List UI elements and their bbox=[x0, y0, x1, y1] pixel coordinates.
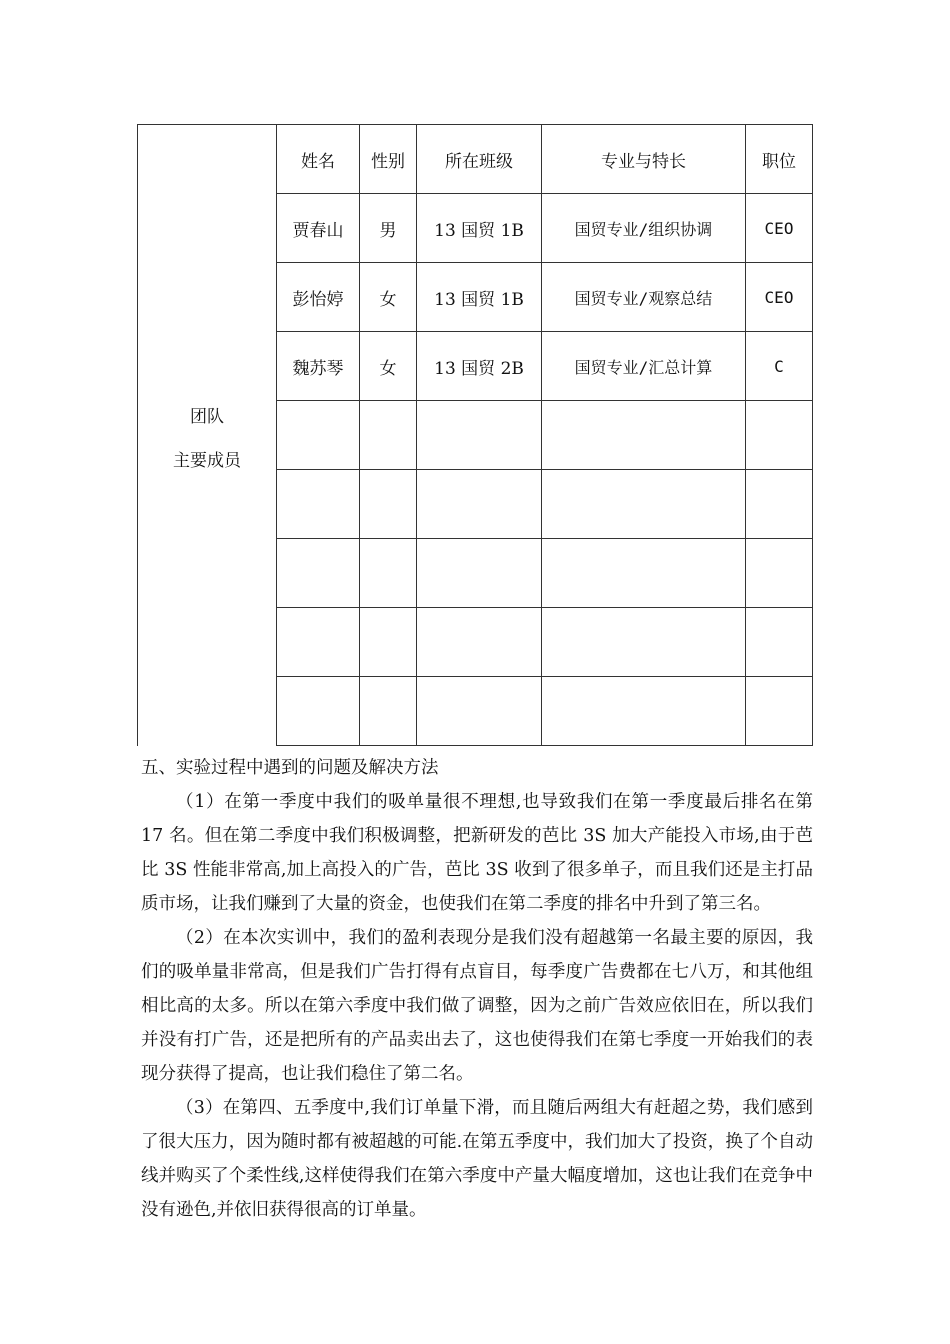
empty-cell bbox=[417, 608, 542, 677]
empty-cell bbox=[277, 608, 360, 677]
empty-cell bbox=[417, 470, 542, 539]
paragraph: （2）在本次实训中，我们的盈利表现分是我们没有超越第一名最主要的原因，我们的吸单量非常高，但是我们广告打得有点盲目，每季度广告费都在七八万，和其他组相比高的太多。所以在第六季度中我们做了调整，因为之前广告效应依旧在，所以我们并没有打广告，还是把所有的产品卖出去了，这也使得我们在第七季度一开始我们的表现分获得了提高，也让我们稳住了第二名。 bbox=[141, 928, 813, 1084]
empty-cell bbox=[360, 401, 417, 470]
member-name: 彭怡婷 bbox=[277, 263, 360, 332]
member-class: 13 国贸 2B bbox=[417, 332, 542, 401]
empty-cell bbox=[746, 608, 813, 677]
empty-cell bbox=[360, 608, 417, 677]
empty-cell bbox=[417, 539, 542, 608]
member-gender: 女 bbox=[360, 332, 417, 401]
empty-cell bbox=[542, 539, 746, 608]
member-specialty: 国贸专业/组织协调 bbox=[542, 194, 746, 263]
empty-cell bbox=[746, 539, 813, 608]
team-label-line2: 主要成员 bbox=[173, 451, 241, 472]
empty-cell bbox=[277, 401, 360, 470]
team-label-line1: 团队 bbox=[190, 407, 224, 428]
empty-cell bbox=[277, 470, 360, 539]
member-position: CEO bbox=[746, 263, 813, 332]
member-specialty: 国贸专业/汇总计算 bbox=[542, 332, 746, 401]
member-gender: 男 bbox=[360, 194, 417, 263]
member-position: C bbox=[746, 332, 813, 401]
paragraph: （1）在第一季度中我们的吸单量很不理想,也导致我们在第一季度最后排名在第 17 名。但在第二季度中我们积极调整，把新研发的芭比 3S 加大产能投入市场,由于芭比 3S 性能非常高,加上高投入的广告，芭比 3S 收到了很多单子，而且我们还是主打品质市场，让我们赚到了大量的资金，也使我们在第二季度的排名中升到了第三名。 bbox=[141, 792, 813, 914]
empty-cell bbox=[746, 401, 813, 470]
header-specialty: 专业与特长 bbox=[542, 125, 746, 194]
team-members-table bbox=[137, 124, 813, 746]
member-position: CEO bbox=[746, 194, 813, 263]
member-name: 贾春山 bbox=[277, 194, 360, 263]
header-class: 所在班级 bbox=[417, 125, 542, 194]
header-name: 姓名 bbox=[277, 125, 360, 194]
empty-cell bbox=[417, 401, 542, 470]
empty-cell bbox=[542, 677, 746, 746]
team-label-cell bbox=[138, 125, 277, 746]
empty-cell bbox=[542, 401, 746, 470]
member-class: 13 国贸 1B bbox=[417, 194, 542, 263]
empty-cell bbox=[746, 677, 813, 746]
empty-cell bbox=[360, 470, 417, 539]
member-class: 13 国贸 1B bbox=[417, 263, 542, 332]
section-5-body bbox=[141, 751, 813, 1227]
member-name: 魏苏琴 bbox=[277, 332, 360, 401]
member-specialty: 国贸专业/观察总结 bbox=[542, 263, 746, 332]
member-gender: 女 bbox=[360, 263, 417, 332]
empty-cell bbox=[542, 608, 746, 677]
empty-cell bbox=[277, 539, 360, 608]
empty-cell bbox=[746, 470, 813, 539]
header-gender: 性别 bbox=[360, 125, 417, 194]
empty-cell bbox=[360, 539, 417, 608]
table-header-row bbox=[138, 125, 813, 194]
section-heading: 五、实验过程中遇到的问题及解决方法 bbox=[141, 758, 439, 778]
empty-cell bbox=[542, 470, 746, 539]
empty-cell bbox=[277, 677, 360, 746]
paragraph: （3）在第四、五季度中,我们订单量下滑，而且随后两组大有赶超之势，我们感到了很大压力，因为随时都有被超越的可能.在第五季度中，我们加大了投资，换了个自动线并购买了个柔性线,这样使得我们在第六季度中产量大幅度增加，这也让我们在竞争中没有逊色,并依旧获得很高的订单量。 bbox=[141, 1098, 813, 1220]
header-position: 职位 bbox=[746, 125, 813, 194]
empty-cell bbox=[417, 677, 542, 746]
empty-cell bbox=[360, 677, 417, 746]
